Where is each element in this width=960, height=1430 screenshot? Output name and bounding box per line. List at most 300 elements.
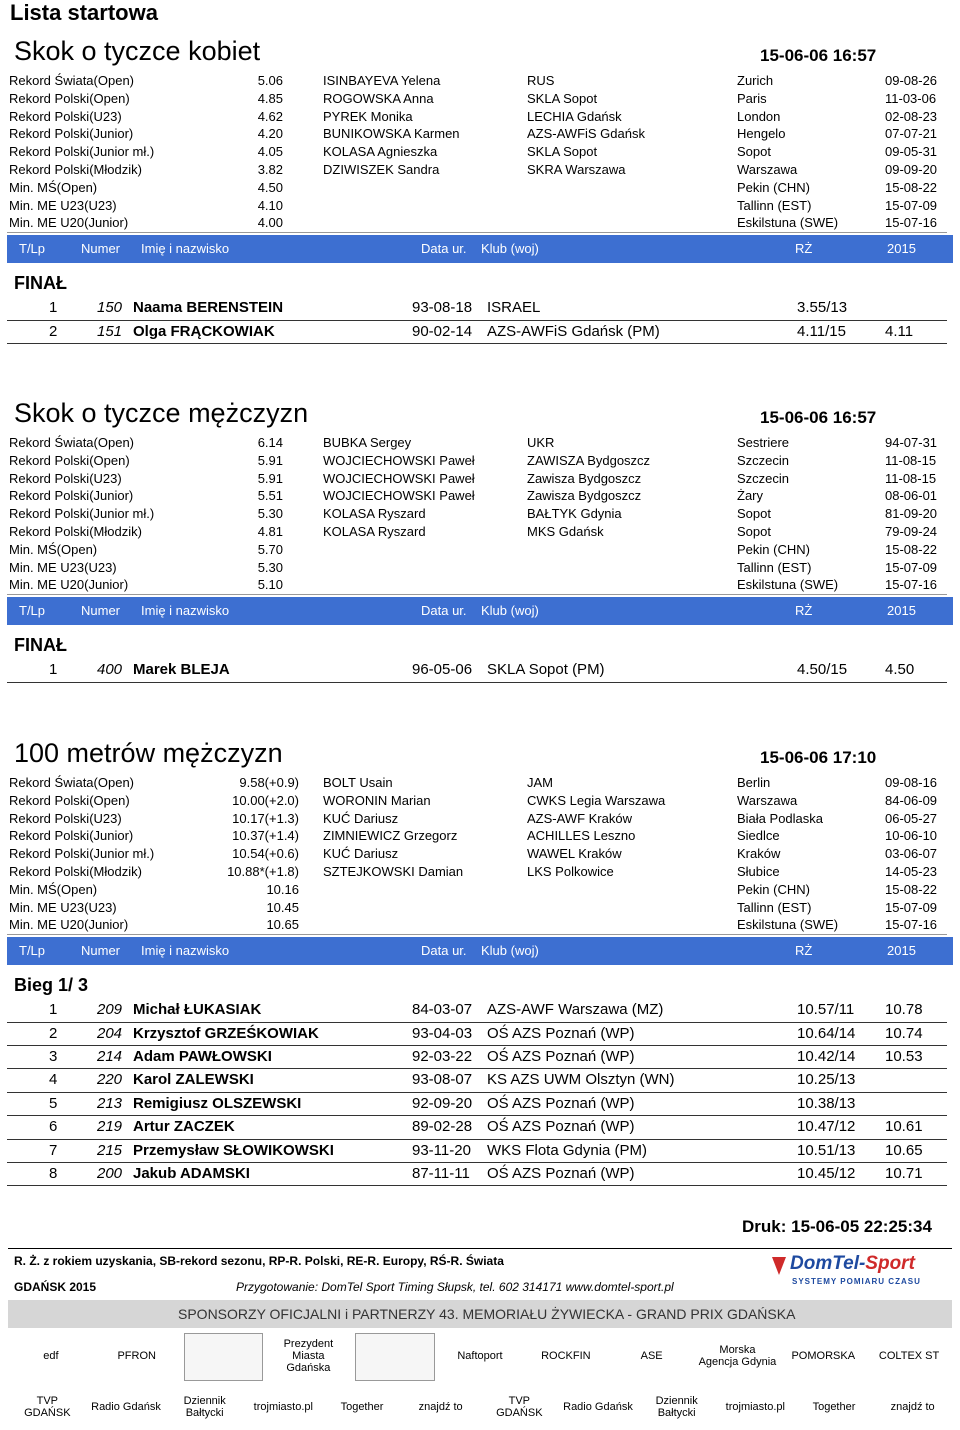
sponsor-logo: edf	[43, 1350, 59, 1362]
records-table	[7, 434, 947, 595]
row-birth-date: 93-08-07	[412, 1071, 473, 1089]
record-result: 10.45	[266, 899, 299, 915]
row-athlete-name: Przemysław SŁOWIKOWSKI	[133, 1141, 334, 1159]
row-athlete-name: Michał ŁUKASIAK	[133, 1001, 262, 1019]
record-result: 5.51	[257, 488, 283, 504]
record-result: 4.10	[257, 197, 283, 213]
sponsor-logo: Dziennik Bałtycki	[655, 1395, 698, 1419]
row-season-best: 10.38/13	[797, 1094, 856, 1112]
row-bib-number: 220	[97, 1071, 123, 1089]
record-name: Rekord Polski(Młodzik)	[9, 523, 142, 539]
record-result: 5.10	[257, 577, 283, 593]
sponsor-logo: Together	[340, 1401, 384, 1413]
record-result: 10.17(+1.3)	[232, 810, 299, 826]
record-name: Rekord Polski(Młodzik)	[9, 863, 142, 879]
row-club: OŚ AZS Poznań (WP)	[487, 1164, 635, 1182]
sponsor-logo: PFRON	[117, 1350, 156, 1362]
sponsor-logos-row-1	[8, 1333, 952, 1379]
record-date: 15-08-22	[885, 541, 938, 557]
col-header-pos: T/Lp	[19, 241, 46, 257]
record-place: Kraków	[737, 846, 781, 862]
sponsor-logo	[355, 1333, 435, 1381]
record-result: 5.30	[257, 506, 283, 522]
record-club: BAŁTYK Gdynia	[527, 506, 622, 522]
record-name: Min. ME U20(Junior)	[9, 215, 129, 231]
record-result: 3.82	[257, 161, 283, 177]
row-bib-number: 213	[97, 1094, 123, 1112]
row-athlete-name: Marek BLEJA	[133, 661, 230, 679]
domtel-logo-subtitle: SYSTEMY POMIARU CZASU	[792, 1277, 921, 1286]
row-athlete-name: Adam PAWŁOWSKI	[133, 1047, 272, 1065]
row-position: 1	[49, 1001, 58, 1019]
sponsor-logo: Morska Agencja Gdynia	[698, 1344, 777, 1368]
sponsor-logo: Together	[812, 1401, 856, 1413]
record-club: LKS Polkowice	[527, 863, 614, 879]
col-header-pos: T/Lp	[19, 603, 46, 619]
record-name: Rekord Świata(Open)	[9, 435, 134, 450]
row-birth-date: 87-11-11	[412, 1164, 470, 1182]
row-club: ISRAEL	[487, 299, 541, 317]
record-place: Żary	[737, 488, 763, 504]
col-header-dob: Data ur.	[421, 241, 467, 257]
record-name: Rekord Polski(Junior)	[9, 488, 134, 504]
row-bib-number: 215	[97, 1141, 123, 1159]
record-date: 09-08-16	[885, 775, 938, 790]
record-club: SKLA Sopot	[527, 90, 598, 106]
record-place: Sopot	[737, 506, 771, 522]
row-athlete-name: Naama BERENSTEIN	[133, 299, 284, 317]
event-section	[0, 398, 960, 683]
records-table	[7, 72, 947, 233]
record-name: Rekord Polski(U23)	[9, 108, 122, 124]
col-header-sb: RŻ	[795, 943, 813, 959]
record-athlete: SZTEJKOWSKI Damian	[323, 863, 464, 879]
record-athlete: BUBKA Sergey	[323, 435, 412, 450]
record-athlete: ZIMNIEWICZ Grzegorz	[323, 828, 458, 844]
record-club: UKR	[527, 435, 555, 450]
event-time: 15-06-06 16:57	[760, 46, 877, 65]
record-club: WAWEL Kraków	[527, 846, 622, 862]
record-name: Min. ME U20(Junior)	[9, 577, 129, 593]
record-result: 10.37(+1.4)	[232, 828, 299, 844]
sponsor-logo: trojmiasto.pl	[725, 1401, 785, 1413]
sponsors-bar	[8, 1300, 952, 1328]
row-birth-date: 89-02-28	[412, 1118, 473, 1136]
record-name: Min. MŚ(Open)	[9, 541, 98, 557]
record-date: 15-08-22	[885, 179, 938, 195]
round-title: Bieg 1/ 3	[14, 975, 89, 996]
event-header	[0, 398, 960, 434]
row-birth-date: 93-08-18	[412, 299, 473, 317]
record-name: Min. MŚ(Open)	[9, 179, 98, 195]
record-date: 94-07-31	[885, 435, 938, 450]
row-bib-number: 214	[97, 1047, 123, 1065]
sponsor-logo: Dziennik Bałtycki	[183, 1395, 226, 1419]
sponsor-logo: TVP GDAŃSK	[24, 1395, 71, 1419]
table-row	[7, 1093, 947, 1116]
row-position: 1	[49, 661, 58, 679]
record-result: 4.50	[257, 179, 283, 195]
row-season-best: 4.11/15	[797, 322, 846, 340]
column-header-bar	[7, 937, 953, 965]
record-name: Rekord Polski(Młodzik)	[9, 161, 142, 177]
record-athlete: ROGOWSKA Anna	[323, 90, 434, 106]
record-result: 4.05	[257, 144, 283, 160]
record-place: Siedlce	[737, 828, 780, 844]
row-bib-number: 151	[97, 322, 123, 340]
event-title: 100 metrów mężczyzn	[14, 738, 283, 768]
record-place: Eskilstuna (SWE)	[737, 917, 839, 933]
table-row	[7, 1023, 947, 1046]
record-row	[7, 505, 947, 523]
row-bib-number: 209	[97, 1001, 123, 1019]
row-season-best: 4.50/15	[797, 661, 848, 679]
row-position: 2	[49, 1024, 58, 1042]
record-row	[7, 214, 947, 232]
table-row	[7, 297, 947, 320]
record-place: Pekin (CHN)	[737, 541, 810, 557]
round-title: FINAŁ	[14, 273, 67, 294]
row-club: AZS-AWF Warszawa (MZ)	[487, 1001, 664, 1019]
col-header-sb: RŻ	[795, 603, 813, 619]
col-header-number: Numer	[81, 603, 121, 619]
event-header	[0, 738, 960, 774]
row-bib-number: 200	[97, 1164, 123, 1182]
row-record-2015: 10.71	[885, 1164, 923, 1182]
row-birth-date: 92-03-22	[412, 1047, 473, 1065]
row-club: AZS-AWFiS Gdańsk (PM)	[487, 322, 660, 340]
record-athlete: KUĆ Dariusz	[323, 846, 399, 862]
record-date: 15-07-09	[885, 559, 938, 575]
col-header-club: Klub (woj)	[481, 943, 539, 959]
record-result: 10.54(+0.6)	[232, 846, 299, 862]
record-date: 15-07-16	[885, 577, 938, 593]
record-result: 10.65	[266, 917, 299, 933]
row-bib-number: 150	[97, 299, 123, 317]
row-birth-date: 93-11-20	[412, 1141, 471, 1159]
event-time: 15-06-06 16:57	[760, 408, 877, 427]
record-athlete: WORONIN Marian	[323, 792, 431, 808]
row-record-2015: 10.65	[885, 1141, 923, 1159]
record-date: 03-06-07	[885, 846, 938, 862]
record-club: SKLA Sopot	[527, 144, 598, 160]
record-result: 10.16	[266, 881, 299, 897]
row-record-2015: 10.53	[885, 1047, 923, 1065]
domtel-logo	[770, 1253, 950, 1289]
city-year: GDAŃSK 2015	[14, 1280, 97, 1294]
row-season-best: 3.55/13	[797, 299, 848, 317]
record-row	[7, 863, 947, 881]
record-date: 09-08-26	[885, 73, 938, 88]
record-date: 07-07-21	[885, 126, 938, 142]
row-bib-number: 204	[97, 1024, 123, 1042]
col-header-name: Imię i nazwisko	[141, 943, 230, 959]
sponsor-logo: Prezydent Miasta Gdańska	[283, 1338, 334, 1374]
record-club: MKS Gdańsk	[527, 523, 604, 539]
footer-divider	[8, 1248, 952, 1249]
col-header-club: Klub (woj)	[481, 241, 539, 257]
record-row	[7, 881, 947, 899]
record-place: Sestriere	[737, 435, 790, 450]
row-club: OŚ AZS Poznań (WP)	[487, 1094, 635, 1112]
record-result: 5.30	[257, 559, 283, 575]
row-club: WKS Flota Gdynia (PM)	[487, 1141, 648, 1159]
row-season-best: 10.45/12	[797, 1164, 856, 1182]
col-header-pos: T/Lp	[19, 943, 46, 959]
sponsor-logo: znajdź to	[890, 1401, 935, 1413]
table-row	[7, 1140, 947, 1163]
record-result: 6.14	[257, 435, 283, 450]
event-section	[0, 738, 960, 1186]
row-position: 1	[49, 299, 58, 317]
record-result: 4.85	[257, 90, 283, 106]
table-row	[7, 1163, 947, 1186]
results-table	[7, 999, 947, 1186]
row-position: 6	[49, 1118, 58, 1136]
record-date: 09-09-20	[885, 161, 938, 177]
record-date: 79-09-24	[885, 523, 938, 539]
domtel-logo-text: DomTel-Sport	[790, 1253, 915, 1274]
row-birth-date: 93-04-03	[412, 1024, 473, 1042]
record-row	[7, 179, 947, 197]
record-club: ZAWISZA Bydgoszcz	[527, 452, 651, 468]
record-row	[7, 827, 947, 845]
record-row	[7, 576, 947, 594]
record-row	[7, 72, 947, 90]
print-timestamp: Druk: 15-06-05 22:25:34	[742, 1217, 932, 1236]
sponsor-logo: ASE	[640, 1350, 663, 1362]
row-birth-date: 90-02-14	[412, 322, 473, 340]
round-title: FINAŁ	[14, 635, 67, 656]
record-name: Min. ME U23(U23)	[9, 559, 117, 575]
record-athlete: BOLT Usain	[323, 775, 393, 790]
record-name: Rekord Polski(Junior)	[9, 828, 134, 844]
record-place: Eskilstuna (SWE)	[737, 215, 839, 231]
record-row	[7, 559, 947, 577]
record-club: AZS-AWF Kraków	[527, 810, 632, 826]
record-place: Eskilstuna (SWE)	[737, 577, 839, 593]
sponsor-logo: COLTEX ST	[878, 1350, 940, 1362]
col-header-name: Imię i nazwisko	[141, 603, 230, 619]
event-time: 15-06-06 17:10	[760, 748, 877, 767]
record-name: Rekord Polski(Open)	[9, 90, 130, 106]
record-place: Pekin (CHN)	[737, 881, 810, 897]
record-club: JAM	[527, 775, 553, 790]
row-season-best: 10.57/11	[797, 1001, 855, 1019]
record-row	[7, 792, 947, 810]
record-name: Rekord Polski(Open)	[9, 452, 130, 468]
record-name: Min. ME U23(U23)	[9, 899, 117, 915]
record-date: 09-05-31	[885, 144, 938, 160]
record-date: 11-08-15	[885, 452, 937, 468]
record-place: Sopot	[737, 144, 771, 160]
record-result: 5.91	[257, 452, 283, 468]
row-position: 3	[49, 1047, 58, 1065]
row-position: 8	[49, 1164, 58, 1182]
record-row	[7, 161, 947, 179]
record-result: 5.91	[257, 470, 283, 486]
record-place: Szczecin	[737, 452, 790, 468]
col-header-name: Imię i nazwisko	[141, 241, 230, 257]
record-place: Warszawa	[737, 792, 798, 808]
row-record-2015: 4.11	[885, 322, 914, 340]
record-result: 4.00	[257, 215, 283, 231]
row-birth-date: 84-03-07	[412, 1001, 473, 1019]
record-athlete: KUĆ Dariusz	[323, 810, 399, 826]
record-name: Rekord Polski(Junior)	[9, 126, 134, 142]
col-header-sb: RŻ	[795, 241, 813, 257]
col-header-year: 2015	[887, 603, 916, 619]
record-athlete: PYREK Monika	[323, 108, 413, 124]
record-result: 10.00(+2.0)	[232, 792, 299, 808]
record-row	[7, 774, 947, 792]
event-title: Skok o tyczce mężczyzn	[14, 398, 309, 428]
row-position: 2	[49, 322, 58, 340]
record-club: Zawisza Bydgoszcz	[527, 470, 642, 486]
row-club: KS AZS UWM Olsztyn (WN)	[487, 1071, 675, 1089]
record-athlete: DZIWISZEK Sandra	[323, 161, 440, 177]
record-date: 15-07-16	[885, 215, 938, 231]
record-result: 4.81	[257, 523, 283, 539]
record-name: Rekord Polski(U23)	[9, 810, 122, 826]
record-place: Tallinn (EST)	[737, 899, 812, 915]
record-row	[7, 197, 947, 215]
record-place: Zurich	[737, 73, 774, 88]
record-athlete: ISINBAYEVA Yelena	[323, 73, 441, 88]
record-date: 10-06-10	[885, 828, 938, 844]
record-date: 15-08-22	[885, 881, 938, 897]
row-athlete-name: Remigiusz OLSZEWSKI	[133, 1094, 302, 1112]
sponsors-header: SPONSORZY OFICJALNI i PARTNERZY 43. MEMORIAŁU ŻYWIECKA - GRAND PRIX GDAŃSKA	[178, 1306, 796, 1322]
col-header-year: 2015	[887, 943, 916, 959]
row-athlete-name: Artur ZACZEK	[133, 1118, 235, 1136]
table-row	[7, 1069, 947, 1092]
sponsor-logo: Radio Gdańsk	[91, 1401, 161, 1413]
record-date: 11-08-15	[885, 470, 937, 486]
record-club: Zawisza Bydgoszcz	[527, 488, 642, 504]
record-place: Warszawa	[737, 161, 798, 177]
record-date: 08-06-01	[885, 488, 938, 504]
record-place: Słubice	[737, 863, 780, 879]
record-row	[7, 541, 947, 559]
record-date: 15-07-16	[885, 917, 938, 933]
record-row	[7, 845, 947, 863]
sponsor-logo: ROCKFIN	[541, 1350, 591, 1362]
record-place: London	[737, 108, 781, 124]
record-club: LECHIA Gdańsk	[527, 108, 622, 124]
row-bib-number: 400	[97, 661, 123, 679]
record-result: 5.70	[257, 541, 283, 557]
row-record-2015: 10.61	[885, 1118, 923, 1136]
row-club: OŚ AZS Poznań (WP)	[487, 1118, 635, 1136]
row-position: 4	[49, 1071, 58, 1089]
col-header-year: 2015	[887, 241, 916, 257]
record-row	[7, 916, 947, 934]
prepared-by: Przygotowanie: DomTel Sport Timing Słupsk, tel. 602 314171 www.domtel-sport.pl	[236, 1280, 674, 1294]
record-row	[7, 899, 947, 917]
row-club: SKLA Sopot (PM)	[487, 661, 605, 679]
event-header	[0, 36, 960, 72]
record-place: Sopot	[737, 523, 771, 539]
record-row	[7, 523, 947, 541]
table-row	[7, 659, 947, 682]
record-row	[7, 470, 947, 488]
record-place: Berlin	[737, 775, 771, 790]
sponsor-logos-row-2	[8, 1384, 952, 1430]
record-result: 5.06	[257, 73, 283, 88]
row-season-best: 10.64/14	[797, 1024, 856, 1042]
row-bib-number: 219	[97, 1118, 123, 1136]
row-birth-date: 96-05-06	[412, 661, 473, 679]
table-row	[7, 1046, 947, 1069]
row-birth-date: 92-09-20	[412, 1094, 473, 1112]
event-section	[0, 36, 960, 344]
row-athlete-name: Krzysztof GRZEŚKOWIAK	[133, 1024, 319, 1042]
table-row	[7, 1116, 947, 1139]
record-athlete: KOLASA Ryszard	[323, 506, 426, 522]
sponsor-logo: Naftoport	[457, 1350, 503, 1362]
record-date: 14-05-23	[885, 863, 938, 879]
row-record-2015: 4.50	[885, 661, 915, 679]
record-row	[7, 108, 947, 126]
col-header-club: Klub (woj)	[481, 603, 539, 619]
record-place: Biała Podlaska	[737, 810, 823, 826]
row-athlete-name: Jakub ADAMSKI	[133, 1164, 250, 1182]
row-season-best: 10.42/14	[797, 1047, 856, 1065]
record-club: SKRA Warszawa	[527, 161, 626, 177]
domtel-logo-icon	[770, 1255, 788, 1277]
legend-text: R. Ż. z rokiem uzyskania, SB-rekord sezonu, RP-R. Polski, RE-R. Europy, RŚ-R. Świata	[14, 1254, 504, 1268]
record-name: Rekord Polski(Open)	[9, 792, 130, 808]
record-place: Tallinn (EST)	[737, 559, 812, 575]
sponsor-logo: POMORSKA	[791, 1350, 856, 1362]
col-header-number: Numer	[81, 241, 121, 257]
record-place: Hengelo	[737, 126, 786, 142]
record-club: CWKS Legia Warszawa	[527, 792, 666, 808]
record-name: Rekord Świata(Open)	[9, 775, 134, 790]
row-athlete-name: Olga FRĄCKOWIAK	[133, 322, 275, 340]
record-date: 11-03-06	[885, 90, 937, 106]
record-row	[7, 434, 947, 452]
sponsor-logo: Radio Gdańsk	[563, 1401, 633, 1413]
event-title: Skok o tyczce kobiet	[14, 36, 261, 66]
page-title: Lista startowa	[10, 0, 158, 25]
record-date: 84-06-09	[885, 792, 938, 808]
results-table	[7, 659, 947, 682]
table-row	[7, 999, 947, 1022]
record-row	[7, 810, 947, 828]
row-club: OŚ AZS Poznań (WP)	[487, 1047, 635, 1065]
record-place: Paris	[737, 90, 767, 106]
row-position: 5	[49, 1094, 58, 1112]
record-name: Min. ME U20(Junior)	[9, 917, 129, 933]
records-table	[7, 774, 947, 935]
row-record-2015: 10.74	[885, 1024, 923, 1042]
record-name: Rekord Polski(U23)	[9, 470, 122, 486]
record-athlete: WOJCIECHOWSKI Paweł	[323, 488, 475, 504]
sponsor-logo: TVP GDAŃSK	[496, 1395, 543, 1419]
record-athlete: KOLASA Ryszard	[323, 523, 426, 539]
record-date: 02-08-23	[885, 108, 938, 124]
record-row	[7, 143, 947, 161]
sponsor-logo: znajdź to	[418, 1401, 463, 1413]
record-name: Rekord Polski(Junior mł.)	[9, 846, 155, 862]
col-header-dob: Data ur.	[421, 603, 467, 619]
col-header-dob: Data ur.	[421, 943, 467, 959]
record-athlete: WOJCIECHOWSKI Paweł	[323, 452, 475, 468]
record-date: 06-05-27	[885, 810, 938, 826]
row-position: 7	[49, 1141, 58, 1159]
